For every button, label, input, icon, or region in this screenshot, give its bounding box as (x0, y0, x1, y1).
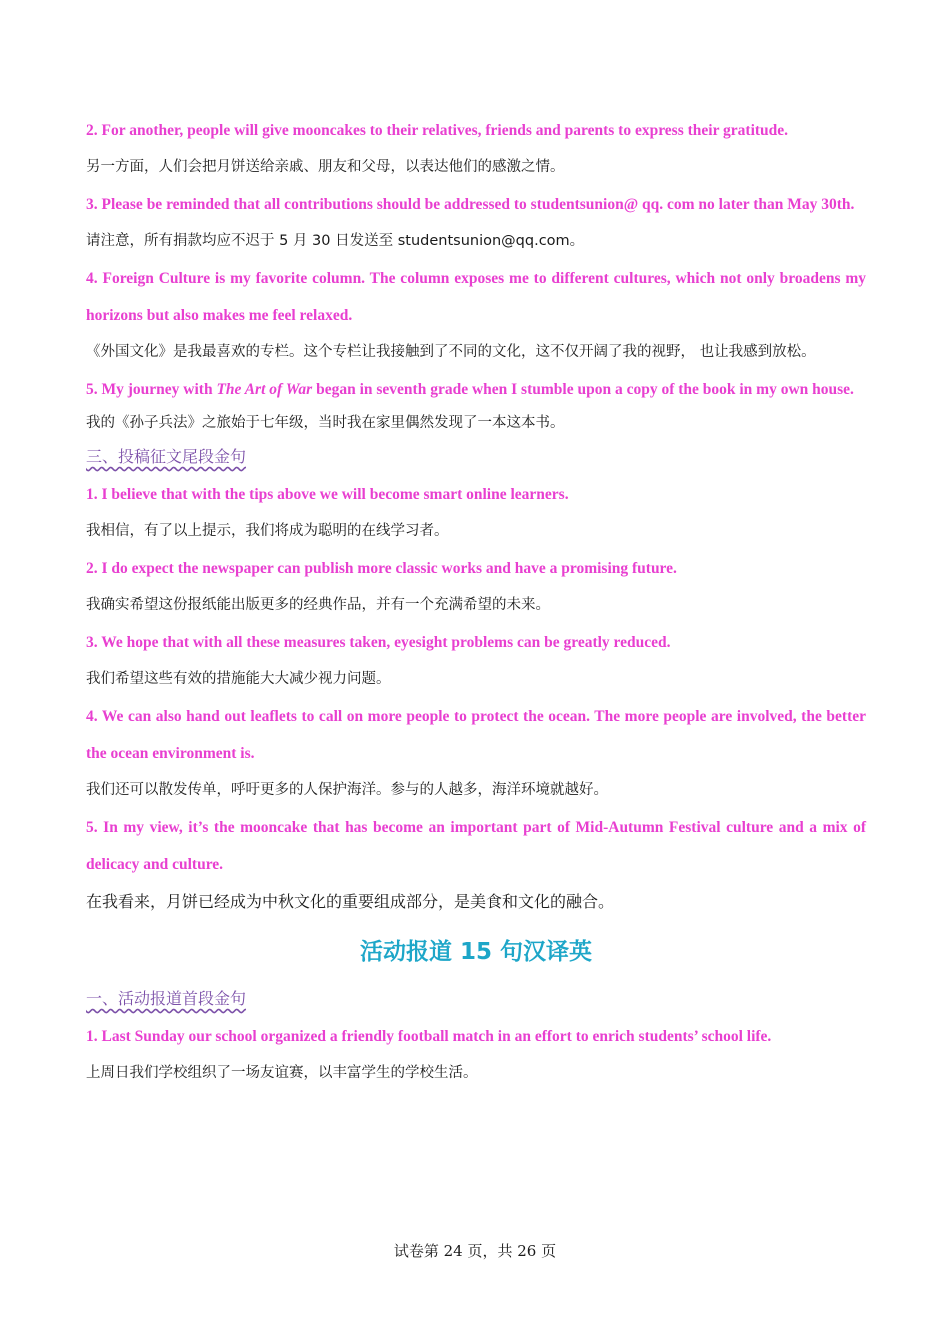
sentence-zh: 在我看来，月饼已经成为中秋文化的重要组成部分，是美食和文化的融合。 (86, 892, 615, 911)
sentence-en: 3. We hope that with all these measures taken, eyesight problems can be greatly reduced. (86, 634, 671, 651)
sentence-en: 5. In my view, it’s the mooncake that has become an important part of Mid-Autumn Festival culture and a mix of delicacy and culture. (86, 819, 866, 873)
part-title: 活动报道 15 句汉译英 (359, 939, 593, 965)
sentence-zh: 另一方面，人们会把月饼送给亲戚、朋友和父母，以表达他们的感激之情。 (86, 159, 565, 175)
sentence-zh: 请注意，所有捐款均应不迟于 5 月 30 日发送至 studentsunion@qq.com。 (86, 233, 585, 249)
sentence-en: 2. I do expect the newspaper can publish more classic works and have a promising future. (86, 560, 677, 577)
sentence-en: 4. Foreign Culture is my favorite column. The column exposes me to different cultures, which not only broadens my horizons but also makes me feel relaxed. (86, 270, 866, 324)
sentence-en: 2. For another, people will give mooncakes to their relatives, friends and parents to express their gratitude. (86, 122, 789, 139)
sentence-zh: 我们希望这些有效的措施能大大减少视力问题。 (86, 671, 391, 687)
sentence-en: 4. We can also hand out leaflets to call on more people to protect the ocean. The more people are involved, the better the ocean environment is. (86, 708, 866, 762)
sentence-part: 5. My journey with (86, 381, 217, 398)
document-body (86, 112, 866, 1092)
sentence-zh: 上周日我们学校组织了一场友谊赛，以丰富学生的学校生活。 (86, 1065, 478, 1081)
page-footer: 试卷第 24 页，共 26 页 (393, 1242, 557, 1260)
sentence-zh: 我们还可以散发传单，呼吁更多的人保护海洋。参与的人越多，海洋环境就越好。 (86, 782, 608, 798)
sentence-zh: 我相信，有了以上提示，我们将成为聪明的在线学习者。 (86, 523, 449, 539)
sentence-en: 3. Please be reminded that all contributions should be addressed to studentsunion@ qq. com no later than May 30th. (86, 196, 855, 213)
sentence-zh: 我确实希望这份报纸能出版更多的经典作品，并有一个充满希望的未来。 (86, 597, 550, 613)
sentence-part: began in seventh grade when I stumble upon a copy of the book in my own house. (312, 381, 854, 398)
sentence-zh: 我的《孙子兵法》之旅始于七年级，当时我在家里偶然发现了一本这本书。 (86, 415, 565, 431)
sentence-en: 1. I believe that with the tips above we will become smart online learners. (86, 486, 569, 503)
sentence-en (86, 371, 866, 408)
section-heading: 三、投稿征文尾段金句 (86, 447, 247, 466)
sentence-zh: 《外国文化》是我最喜欢的专栏。这个专栏让我接触到了不同的文化，这不仅开阔了我的视野， 也让我感到放松。 (86, 344, 816, 360)
sentence-en: 1. Last Sunday our school organized a friendly football match in an effort to enrich students’ school life. (86, 1028, 772, 1045)
section-heading: 一、活动报道首段金句 (86, 989, 247, 1008)
book-title: The Art of War (216, 381, 313, 398)
